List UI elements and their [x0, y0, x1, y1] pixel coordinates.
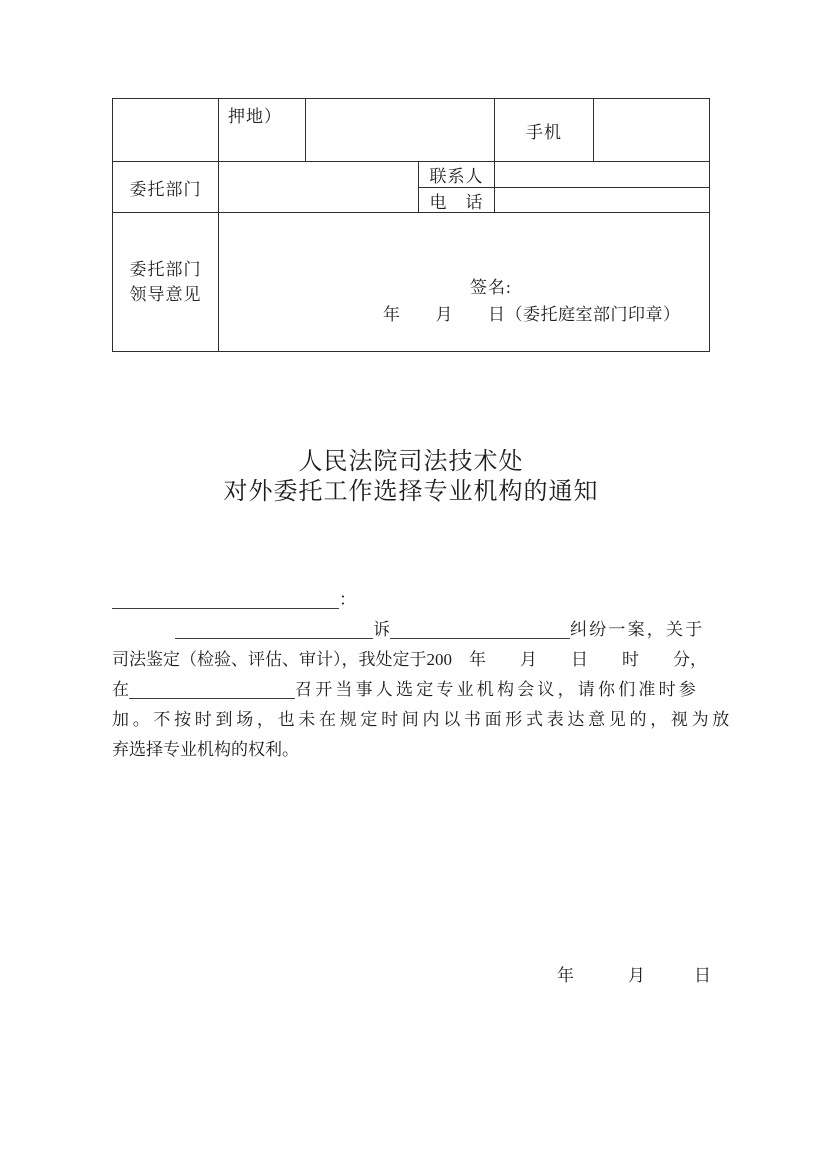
contact-value-cell — [495, 162, 709, 188]
phone-label-cell: 电 话 — [419, 188, 495, 213]
versus-label: 诉 — [373, 620, 390, 639]
body-line-warning: 加。不按时到场，也未在规定时间内以书面形式表达意见的，视为放 — [112, 710, 733, 729]
contact-label-cell: 联系人 — [419, 162, 495, 188]
footer-date — [557, 961, 711, 986]
notice-title-line1: 人民法院司法技术处 — [298, 449, 524, 475]
leader-opinion-label-line2: 领导意见 — [129, 285, 202, 304]
location-prefix: 在 — [112, 680, 129, 699]
mobile-label-cell: 手机 — [495, 99, 594, 162]
leader-opinion-label-line1: 委托部门 — [129, 260, 202, 279]
body-line-location-rest: 召开当事人选定专业机构会议，请你们准时参 — [295, 680, 699, 699]
plaintiff-blank-line — [175, 621, 373, 639]
footer-day-label: 日 — [694, 966, 711, 985]
footer-year-label: 年 — [557, 966, 574, 985]
leader-opinion-label-cell — [113, 213, 219, 351]
dept-label-cell: 委托部门 — [113, 162, 219, 213]
mobile-value-cell — [594, 99, 709, 162]
footer-month-label: 月 — [628, 966, 645, 985]
salutation-line — [112, 585, 724, 615]
body-line-appraisal: 司法鉴定（检验、评估、审计），我处定于200 年 月 日 时 分， — [112, 650, 707, 669]
defendant-blank-line — [390, 621, 570, 639]
body-line-warning-end: 弃选择专业机构的权利。 — [112, 740, 299, 759]
notice-body — [112, 585, 733, 765]
row1-empty-cell — [113, 99, 219, 162]
leader-opinion-content-cell — [219, 213, 709, 351]
case-clause: 纠纷一案，关于 — [570, 620, 705, 639]
case-line — [112, 615, 724, 645]
commission-form-table — [112, 98, 710, 352]
date-stamp-line: 年 月 日（委托庭室部门印章） — [383, 305, 681, 324]
row1-value-cell — [306, 99, 495, 162]
body-line-location — [112, 675, 724, 705]
pledge-location-cell: 押地） — [219, 99, 306, 162]
location-blank-line — [129, 681, 295, 699]
signature-label: 签名: — [470, 278, 512, 297]
notice-title — [112, 447, 710, 507]
dept-value-cell — [219, 162, 419, 213]
salutation-colon: ： — [339, 590, 356, 609]
notice-title-line2: 对外委托工作选择专业机构的通知 — [223, 479, 599, 505]
addressee-blank-line — [112, 591, 339, 609]
phone-value-cell — [495, 188, 709, 213]
